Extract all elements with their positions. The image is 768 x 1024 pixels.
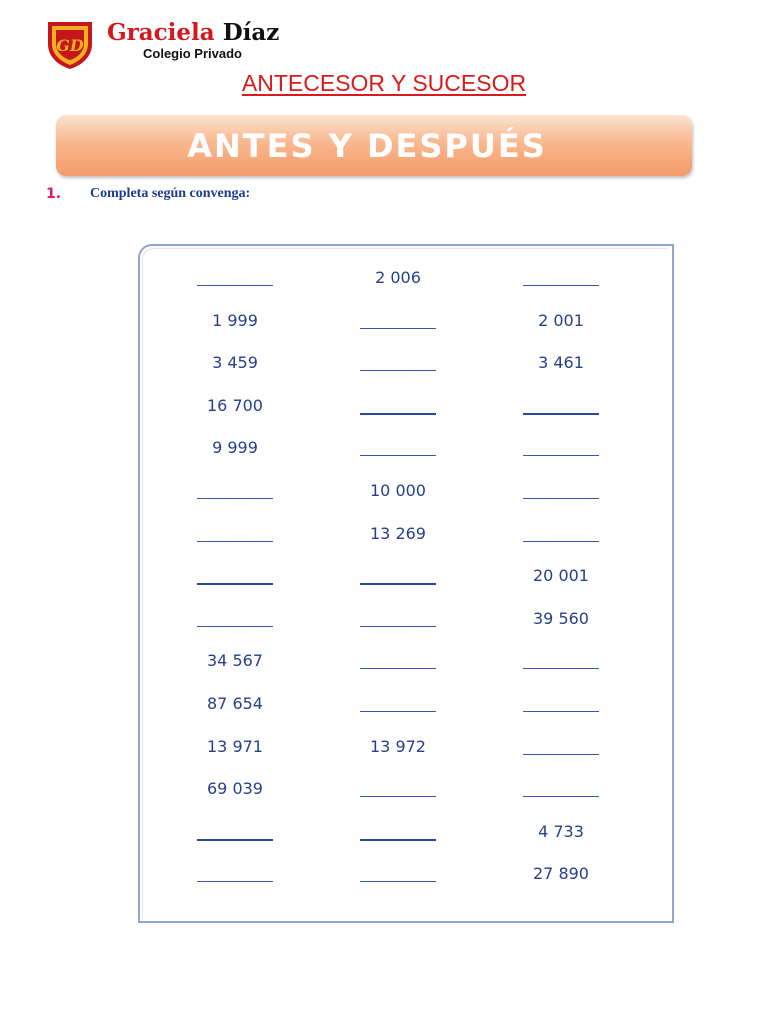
answer-blank-numero[interactable]	[350, 775, 460, 805]
blank-line	[523, 498, 599, 499]
blank-line	[523, 796, 599, 797]
answer-blank-antecesor[interactable]	[187, 605, 297, 635]
answer-blank-antecesor[interactable]	[187, 264, 297, 294]
blank-line	[197, 839, 273, 841]
blank-line	[197, 626, 273, 627]
answer-blank-sucesor[interactable]	[513, 477, 623, 507]
banner-title: ANTES Y DESPUÉS	[187, 127, 547, 165]
given-number-sucesor	[513, 562, 623, 592]
number-text: 69 039	[207, 779, 263, 799]
school-name	[107, 20, 279, 46]
blank-line	[197, 541, 273, 542]
answer-blank-antecesor[interactable]	[187, 477, 297, 507]
answer-blank-numero[interactable]	[350, 562, 460, 592]
blank-line	[360, 583, 436, 585]
blank-line	[197, 583, 273, 585]
answer-blank-numero[interactable]	[350, 307, 460, 337]
given-number-sucesor	[513, 860, 623, 890]
given-number-antecesor	[187, 349, 297, 379]
number-text: 13 269	[370, 523, 426, 543]
answer-blank-sucesor[interactable]	[513, 434, 623, 464]
answer-blank-sucesor[interactable]	[513, 690, 623, 720]
answer-blank-numero[interactable]	[350, 647, 460, 677]
given-number-antecesor	[187, 392, 297, 422]
answer-blank-numero[interactable]	[350, 818, 460, 848]
given-number-antecesor	[187, 690, 297, 720]
answer-blank-antecesor[interactable]	[187, 860, 297, 890]
given-number-antecesor	[187, 647, 297, 677]
number-text: 1 999	[212, 310, 258, 330]
given-number-numero	[350, 733, 460, 763]
given-number-antecesor	[187, 307, 297, 337]
answer-blank-antecesor[interactable]	[187, 562, 297, 592]
logo-initials: GD	[56, 36, 84, 55]
answer-blank-numero[interactable]	[350, 392, 460, 422]
school-name-first: Graciela	[107, 19, 215, 46]
answer-blank-sucesor[interactable]	[513, 264, 623, 294]
answer-blank-sucesor[interactable]	[513, 647, 623, 677]
blank-line	[360, 328, 436, 329]
blank-line	[360, 626, 436, 627]
given-number-sucesor	[513, 818, 623, 848]
blank-line	[523, 711, 599, 712]
section-banner	[56, 115, 692, 176]
school-subtitle: Colegio Privado	[143, 46, 242, 61]
number-text: 13 971	[207, 736, 263, 756]
blank-line	[197, 881, 273, 882]
answer-blank-numero[interactable]	[350, 434, 460, 464]
answer-blank-sucesor[interactable]	[513, 520, 623, 550]
answer-blank-numero[interactable]	[350, 349, 460, 379]
answer-blank-antecesor[interactable]	[187, 520, 297, 550]
blank-line	[197, 498, 273, 499]
blank-line	[360, 455, 436, 456]
blank-line	[360, 881, 436, 882]
given-number-antecesor	[187, 434, 297, 464]
given-number-numero	[350, 520, 460, 550]
blank-line	[360, 668, 436, 669]
number-text: 2 001	[538, 310, 584, 330]
blank-line	[523, 455, 599, 456]
answer-blank-sucesor[interactable]	[513, 775, 623, 805]
number-text: 20 001	[533, 566, 589, 586]
number-text: 3 459	[212, 353, 258, 373]
blank-line	[523, 541, 599, 542]
school-brand	[107, 19, 280, 61]
blank-line	[197, 285, 273, 286]
school-logo-icon	[44, 18, 96, 70]
number-text: 2 006	[375, 268, 421, 287]
number-text: 9 999	[212, 438, 258, 458]
number-text: 10 000	[370, 481, 426, 500]
school-name-last: Díaz	[222, 19, 280, 46]
blank-line	[360, 370, 436, 371]
given-number-sucesor	[513, 307, 623, 337]
blank-line	[523, 754, 599, 755]
question-text: Completa según convenga:	[90, 186, 251, 201]
blank-line	[360, 413, 436, 415]
answer-blank-numero[interactable]	[350, 690, 460, 720]
number-text: 3 461	[538, 353, 584, 373]
number-text: 34 567	[207, 651, 263, 671]
blank-line	[360, 839, 436, 841]
given-number-antecesor	[187, 775, 297, 805]
number-text: 4 733	[538, 821, 584, 841]
answer-blank-antecesor[interactable]	[187, 818, 297, 848]
given-number-numero	[350, 477, 460, 507]
number-text: 16 700	[207, 395, 263, 415]
given-number-antecesor	[187, 733, 297, 763]
answer-blank-numero[interactable]	[350, 605, 460, 635]
blank-line	[523, 668, 599, 669]
number-text: 87 654	[207, 694, 263, 713]
answer-blank-numero[interactable]	[350, 860, 460, 890]
blank-line	[360, 711, 436, 712]
question-number: 1.	[46, 186, 62, 202]
given-number-sucesor	[513, 605, 623, 635]
given-number-sucesor	[513, 349, 623, 379]
answer-blank-sucesor[interactable]	[513, 733, 623, 763]
given-number-numero	[350, 264, 460, 294]
blank-line	[523, 413, 599, 415]
answer-blank-sucesor[interactable]	[513, 392, 623, 422]
number-text: 27 890	[533, 864, 589, 884]
number-text: 39 560	[533, 608, 589, 628]
page-title: ANTECESOR Y SUCESOR	[241, 70, 527, 96]
number-text: 13 972	[370, 736, 426, 756]
blank-line	[523, 285, 599, 286]
blank-line	[360, 796, 436, 797]
